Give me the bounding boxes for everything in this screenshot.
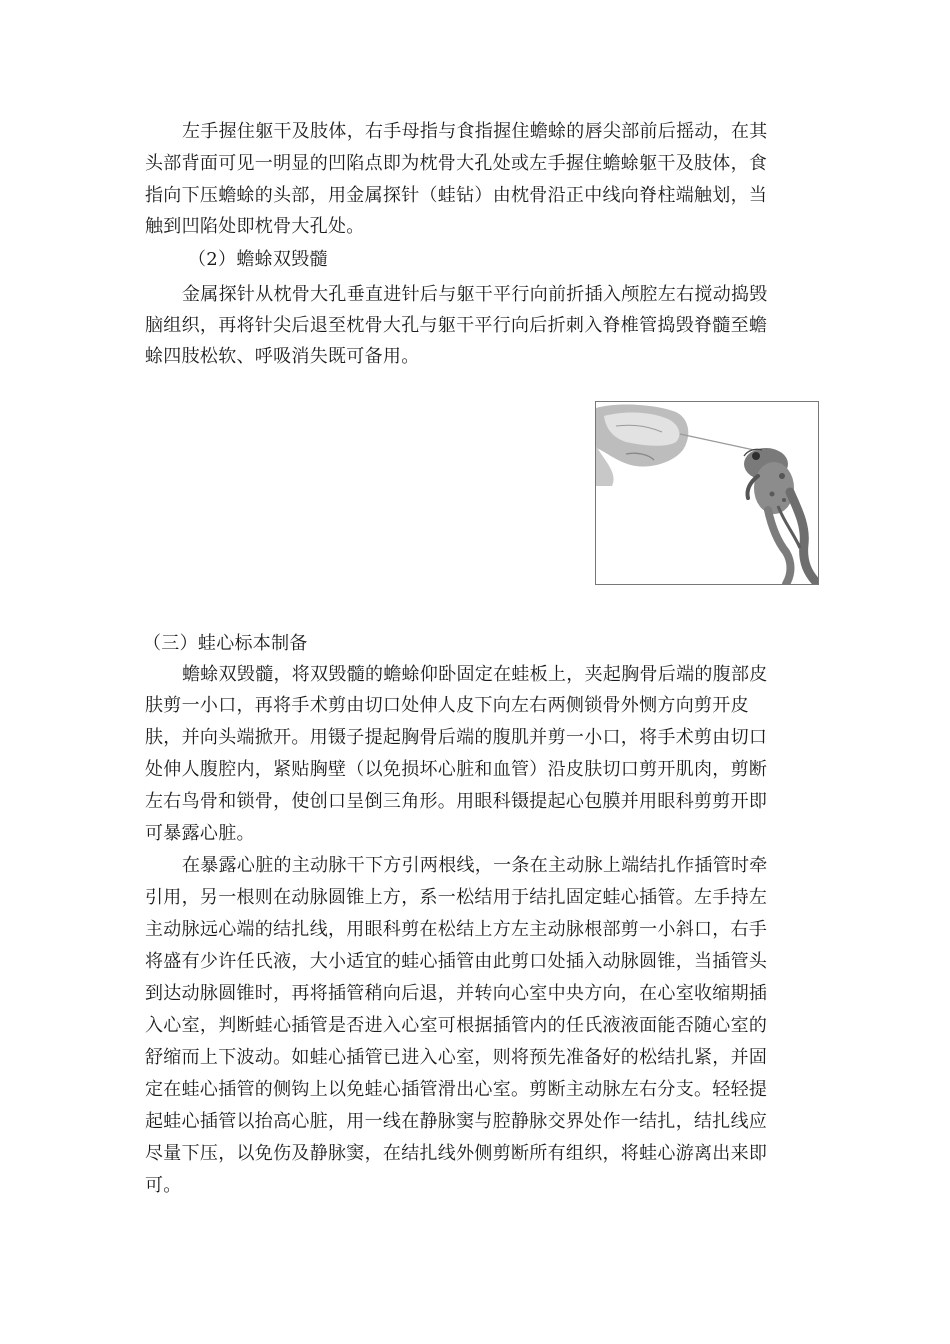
text-line: 肤剪一小口，再将手术剪由切口处伸人皮下向左右两侧锁骨外恻方向剪开皮 [145, 695, 749, 716]
sub-heading: （2）蟾蜍双毁髓 [188, 249, 328, 270]
text-line: 指向下压蟾蜍的头部，用金属探针（蛙钻）由枕骨沿正中线向脊柱端触划，当 [145, 185, 768, 206]
text-line: 触到凹陷处即枕骨大孔处。 [145, 216, 365, 237]
text-line: 入心室，判断蛙心插管是否进入心室可根据插管内的任氏液液面能否随心室的 [145, 1015, 768, 1036]
text-line: 左右鸟骨和锁骨，使创口呈倒三角形。用眼科镊提起心包膜并用眼科剪剪开即 [145, 791, 768, 812]
text-line: 头部背面可见一明显的凹陷点即为枕骨大孔处或左手握住蟾蜍躯干及肢体，食 [145, 153, 768, 174]
frog-pithing-photo [595, 401, 819, 585]
text-line: 处伸人腹腔内，紧贴胸壁（以免损坏心脏和血管）沿皮肤切口剪开肌肉，剪断 [145, 759, 768, 780]
text-line: 左手握住躯干及肢体，右手母指与食指握住蟾蜍的唇尖部前后摇动，在其 [182, 121, 768, 142]
text-line: 到达动脉圆锥时，再将插管稍向后退，并转向心室中央方向，在心室收缩期插 [145, 983, 768, 1004]
text-line: 起蛙心插管以抬高心脏，用一线在静脉窦与腔静脉交界处作一结扎，结扎线应 [145, 1111, 768, 1132]
text-line: 尽量下压，以免伤及静脉窦，在结扎线外侧剪断所有组织，将蛙心游离出来即 [145, 1143, 768, 1164]
text-line: 蜍四肢松软、呼吸消失既可备用。 [145, 346, 420, 367]
text-line: 可暴露心脏。 [145, 823, 255, 844]
text-line: 舒缩而上下波动。如蛙心插管已进入心室，则将预先准备好的松结扎紧，并固 [145, 1047, 768, 1068]
text-line: 脑组织，再将针尖后退至枕骨大孔与躯干平行向后折刺入脊椎管捣毁脊髓至蟾 [145, 315, 768, 336]
text-line: 蟾蜍双毁髓，将双毁髓的蟾蜍仰卧固定在蛙板上，夹起胸骨后端的腹部皮 [182, 664, 768, 685]
text-line: 可。 [145, 1175, 182, 1196]
text-line: 金属探针从枕骨大孔垂直进针后与躯干平行向前折插入颅腔左右搅动捣毁 [182, 284, 768, 305]
section-heading: （三）蛙心标本制备 [143, 633, 308, 654]
frog-pithing-illustration [596, 402, 819, 585]
text-line: 定在蛙心插管的侧钩上以免蛙心插管滑出心室。剪断主动脉左右分支。轻轻提 [145, 1079, 768, 1100]
text-line: 在暴露心脏的主动脉干下方引两根线，一条在主动脉上端结扎作插管时牵 [182, 855, 768, 876]
text-line: 主动脉远心端的结扎线，用眼科剪在松结上方左主动脉根部剪一小斜口，右手 [145, 919, 768, 940]
text-line: 将盛有少许任氏液，大小适宜的蛙心插管由此剪口处插入动脉圆锥，当插管头 [145, 951, 768, 972]
text-line: 引用，另一根则在动脉圆锥上方，系一松结用于结扎固定蛙心插管。左手持左 [145, 887, 768, 908]
text-line: 肤，并向头端掀开。用镊子提起胸骨后端的腹肌并剪一小口，将手术剪由切口 [145, 727, 768, 748]
